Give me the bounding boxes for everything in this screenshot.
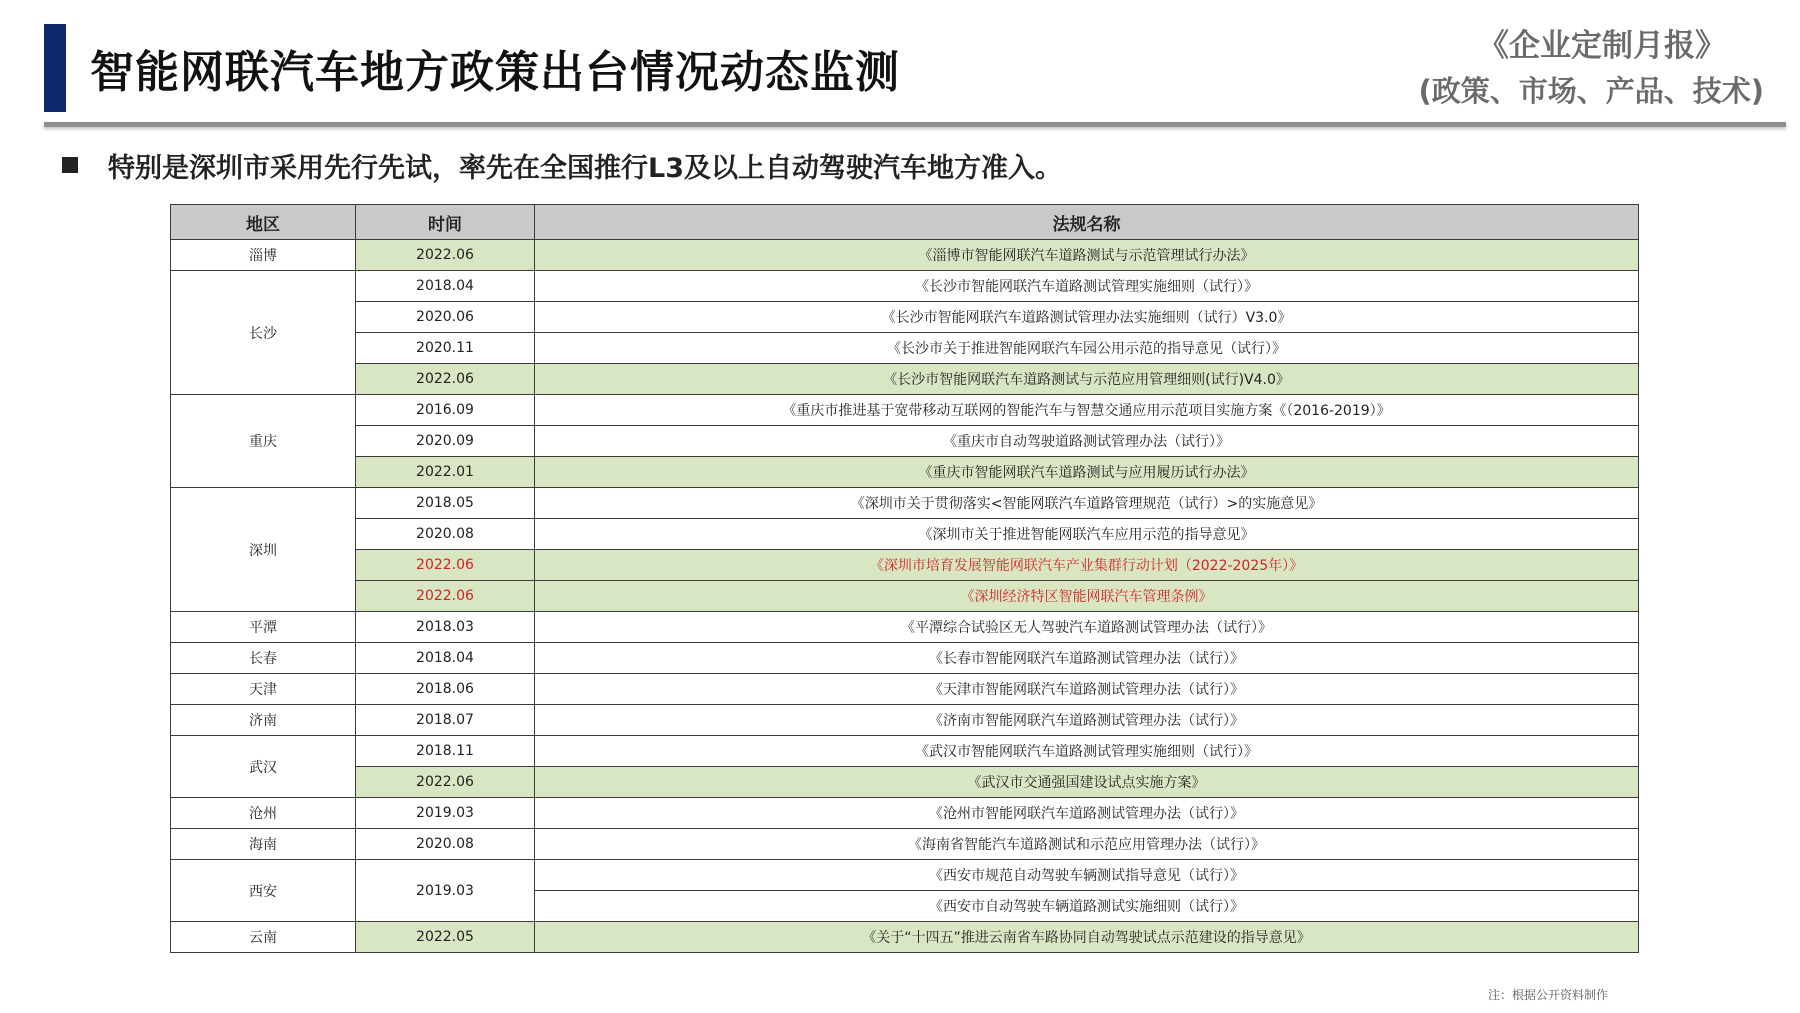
time-cell: 2018.03: [356, 612, 535, 643]
time-cell: 2016.09: [356, 395, 535, 426]
header-region: 地区: [171, 205, 356, 240]
region-cell: 重庆: [171, 395, 356, 488]
region-cell: 沧州: [171, 798, 356, 829]
policy-name-cell: 《长沙市智能网联汽车道路测试管理办法实施细则（试行）V3.0》: [535, 302, 1639, 333]
time-cell: 2018.06: [356, 674, 535, 705]
time-cell: 2019.03: [356, 860, 535, 922]
region-cell: 西安: [171, 860, 356, 922]
time-cell: 2022.06: [356, 767, 535, 798]
title-accent-bar: [44, 24, 66, 112]
policy-name-cell: 《长沙市智能网联汽车道路测试与示范应用管理细则(试行)V4.0》: [535, 364, 1639, 395]
policy-name-cell: 《深圳经济特区智能网联汽车管理条例》: [535, 581, 1639, 612]
subtitle-text: 特别是深圳市采用先行先试，率先在全国推行L3及以上自动驾驶汽车地方准入。: [108, 153, 1062, 184]
region-cell: 海南: [171, 829, 356, 860]
table-row: [171, 550, 1639, 581]
policy-name-cell: 《天津市智能网联汽车道路测试管理办法（试行）》: [535, 674, 1639, 705]
table-row: [171, 395, 1639, 426]
report-scope: (政策、市场、产品、技术): [1418, 74, 1764, 108]
report-name: 《企业定制月报》: [1478, 28, 1726, 64]
header-policy-name: 法规名称: [535, 205, 1639, 240]
policy-table: [170, 204, 1639, 953]
table-row: [171, 426, 1639, 457]
header-divider: [44, 122, 1786, 127]
table-row: [171, 674, 1639, 705]
region-cell: 武汉: [171, 736, 356, 798]
table-row: [171, 240, 1639, 271]
time-cell: 2022.06: [356, 240, 535, 271]
policy-name-cell: 《长春市智能网联汽车道路测试管理办法（试行）》: [535, 643, 1639, 674]
policy-name-cell: 《淄博市智能网联汽车道路测试与示范管理试行办法》: [535, 240, 1639, 271]
policy-name-cell: 《平潭综合试验区无人驾驶汽车道路测试管理办法（试行）》: [535, 612, 1639, 643]
time-cell: 2022.06: [356, 550, 535, 581]
table-row: [171, 860, 1639, 891]
square-bullet-icon: [62, 157, 78, 173]
time-cell: 2018.11: [356, 736, 535, 767]
time-cell: 2020.06: [356, 302, 535, 333]
policy-name-cell: 《深圳市关于贯彻落实<智能网联汽车道路管理规范（试行）>的实施意见》: [535, 488, 1639, 519]
page-title: 智能网联汽车地方政策出台情况动态监测: [90, 47, 900, 98]
table-body: [171, 240, 1639, 953]
table-row: [171, 705, 1639, 736]
footnote: 注：根据公开资料制作: [1488, 988, 1609, 1002]
time-cell: 2018.04: [356, 271, 535, 302]
report-tag: [1344, 24, 1764, 114]
policy-name-cell: 《长沙市智能网联汽车道路测试管理实施细则（试行）》: [535, 271, 1639, 302]
table-header-row: [171, 205, 1639, 240]
region-cell: 济南: [171, 705, 356, 736]
policy-name-cell: 《关于“十四五”推进云南省车路协同自动驾驶试点示范建设的指导意见》: [535, 922, 1639, 953]
time-cell: 2018.05: [356, 488, 535, 519]
region-cell: 云南: [171, 922, 356, 953]
table-row: [171, 798, 1639, 829]
table-row: [171, 767, 1639, 798]
region-cell: 长春: [171, 643, 356, 674]
policy-name-cell: 《西安市规范自动驾驶车辆测试指导意见（试行）》: [535, 860, 1639, 891]
region-cell: 淄博: [171, 240, 356, 271]
policy-name-cell: 《深圳市培育发展智能网联汽车产业集群行动计划（2022-2025年）》: [535, 550, 1639, 581]
table-row: [171, 643, 1639, 674]
header-time: 时间: [356, 205, 535, 240]
table-row: [171, 612, 1639, 643]
policy-name-cell: 《深圳市关于推进智能网联汽车应用示范的指导意见》: [535, 519, 1639, 550]
time-cell: 2018.07: [356, 705, 535, 736]
policy-name-cell: 《西安市自动驾驶车辆道路测试实施细则（试行）》: [535, 891, 1639, 922]
table-row: [171, 581, 1639, 612]
region-cell: 深圳: [171, 488, 356, 612]
time-cell: 2020.08: [356, 829, 535, 860]
region-cell: 长沙: [171, 271, 356, 395]
policy-name-cell: 《海南省智能汽车道路测试和示范应用管理办法（试行）》: [535, 829, 1639, 860]
policy-name-cell: 《重庆市推进基于宽带移动互联网的智能汽车与智慧交通应用示范项目实施方案《（2016-2019）》: [535, 395, 1639, 426]
table-row: [171, 736, 1639, 767]
subtitle: [62, 146, 1062, 185]
table-row: [171, 519, 1639, 550]
time-cell: 2020.11: [356, 333, 535, 364]
table-row: [171, 829, 1639, 860]
time-cell: 2022.06: [356, 581, 535, 612]
table-row: [171, 488, 1639, 519]
policy-name-cell: 《济南市智能网联汽车道路测试管理办法（试行）》: [535, 705, 1639, 736]
time-cell: 2018.04: [356, 643, 535, 674]
time-cell: 2020.09: [356, 426, 535, 457]
table-row: [171, 302, 1639, 333]
time-cell: 2020.08: [356, 519, 535, 550]
policy-name-cell: 《重庆市智能网联汽车道路测试与应用履历试行办法》: [535, 457, 1639, 488]
time-cell: 2022.06: [356, 364, 535, 395]
region-cell: 平潭: [171, 612, 356, 643]
policy-name-cell: 《长沙市关于推进智能网联汽车园公用示范的指导意见（试行）》: [535, 333, 1639, 364]
time-cell: 2022.01: [356, 457, 535, 488]
table-row: [171, 922, 1639, 953]
policy-name-cell: 《沧州市智能网联汽车道路测试管理办法（试行）》: [535, 798, 1639, 829]
table-row: [171, 333, 1639, 364]
policy-name-cell: 《武汉市交通强国建设试点实施方案》: [535, 767, 1639, 798]
table-row: [171, 364, 1639, 395]
time-cell: 2022.05: [356, 922, 535, 953]
policy-name-cell: 《重庆市自动驾驶道路测试管理办法（试行）》: [535, 426, 1639, 457]
table-row: [171, 457, 1639, 488]
policy-name-cell: 《武汉市智能网联汽车道路测试管理实施细则（试行）》: [535, 736, 1639, 767]
table-row: [171, 271, 1639, 302]
region-cell: 天津: [171, 674, 356, 705]
time-cell: 2019.03: [356, 798, 535, 829]
